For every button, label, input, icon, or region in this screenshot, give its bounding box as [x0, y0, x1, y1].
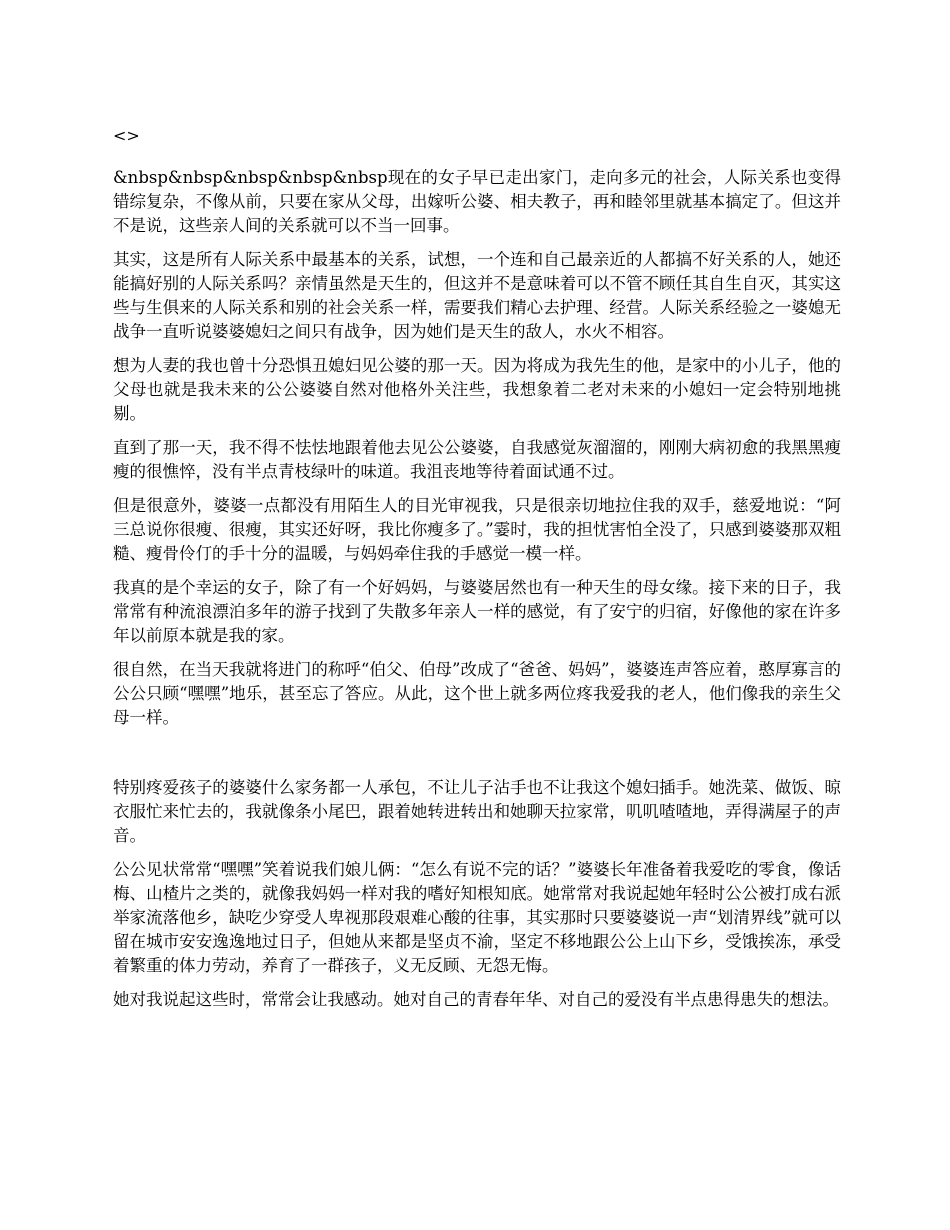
- document-marker: <>: [113, 126, 140, 145]
- paragraph-9: 公公见状常常“嘿嘿”笑着说我们娘儿俩：“怎么有说不完的话？”婆婆长年准备着我爱吃的零食，像话梅、山楂片之类的，就像我妈妈一样对我的嗜好知根知底。她常常对我说起她年轻时公公被打成右派举家流落他乡，缺吃少穿受人卑视那段艰难心酸的往事，其实那时只要婆婆说一声“划清界线”就可以留在城市安安逸逸地过日子，但她从来都是坚贞不渝，坚定不移地跟公公上山下乡，受饿挨冻，承受着繁重的体力劳动，养育了一群孩子，义无反顾、无怨无悔。: [113, 860, 841, 975]
- paragraph-4: 直到了那一天，我不得不怯怯地跟着他去见公公婆婆，自我感觉灰溜溜的，刚刚大病初愈的我黑黑瘦瘦的很憔悴，没有半点青枝绿叶的味道。我沮丧地等待着面试通不过。: [113, 438, 841, 481]
- section-gap: [113, 740, 841, 776]
- paragraph-10: 她对我说起这些时，常常会让我感动。她对自己的青春年华、对自己的爱没有半点患得患失的想法。: [113, 990, 839, 1009]
- document-page: [113, 120, 841, 1022]
- paragraph-3: 想为人妻的我也曾十分恐惧丑媳妇见公婆的那一天。因为将成为我先生的他，是家中的小儿子，他的父母也就是我未来的公公婆婆自然对他格外关注些，我想象着二老对未来的小媳妇一定会特别地挑剔。: [113, 356, 841, 423]
- paragraph-7: 很自然，在当天我就将进门的称呼“伯父、伯母”改成了“爸爸、妈妈”，婆婆连声答应着，憨厚寡言的公公只顾“嘿嘿”地乐，甚至忘了答应。从此，这个世上就多两位疼我爱我的老人，他们像我的亲生父母一样。: [113, 660, 841, 727]
- paragraph-6: 我真的是个幸运的女子，除了有一个好妈妈，与婆婆居然也有一种天生的母女缘。接下来的日子，我常常有种流浪漂泊多年的游子找到了失散多年亲人一样的感觉，有了安宁的归宿，好像他的家在许多年以前原本就是我的家。: [113, 578, 841, 645]
- paragraph-2: 其实，这是所有人际关系中最基本的关系，试想，一个连和自己最亲近的人都搞不好关系的人，她还能搞好别的人际关系吗？亲情虽然是天生的，但这并不是意味着可以不管不顾任其自生自灭，其实这些与生俱来的人际关系和别的社会关系一样，需要我们精心去护理、经营。人际关系经验之一婆媳无战争一直听说婆婆媳妇之间只有战争，因为她们是天生的敌人，水火不相容。: [113, 250, 841, 341]
- paragraph-5: 但是很意外，婆婆一点都没有用陌生人的目光审视我，只是很亲切地拉住我的双手，慈爱地说：“阿三总说你很瘦、很瘦，其实还好呀，我比你瘦多了。”霎时，我的担忧害怕全没了，只感到婆婆那双粗糙、瘦骨伶仃的手十分的温暖，与妈妈牵住我的手感觉一模一样。: [113, 496, 841, 563]
- paragraph-8: 特别疼爱孩子的婆婆什么家务都一人承包，不让儿子沾手也不让我这个媳妇插手。她洗菜、做饭、晾衣服忙来忙去的，我就像条小尾巴，跟着她转进转出和她聊天拉家常，叽叽喳喳地，弄得满屋子的声音。: [113, 778, 841, 845]
- paragraph-1: &nbsp&nbsp&nbsp&nbsp&nbsp现在的女子早已走出家门，走向多元的社会，人际关系也变得错综复杂，不像从前，只要在家从父母，出嫁听公婆、相夫教子，再和睦邻里就基本搞定了。但这并不是说，这些亲人间的关系就可以不当一回事。: [113, 168, 841, 235]
